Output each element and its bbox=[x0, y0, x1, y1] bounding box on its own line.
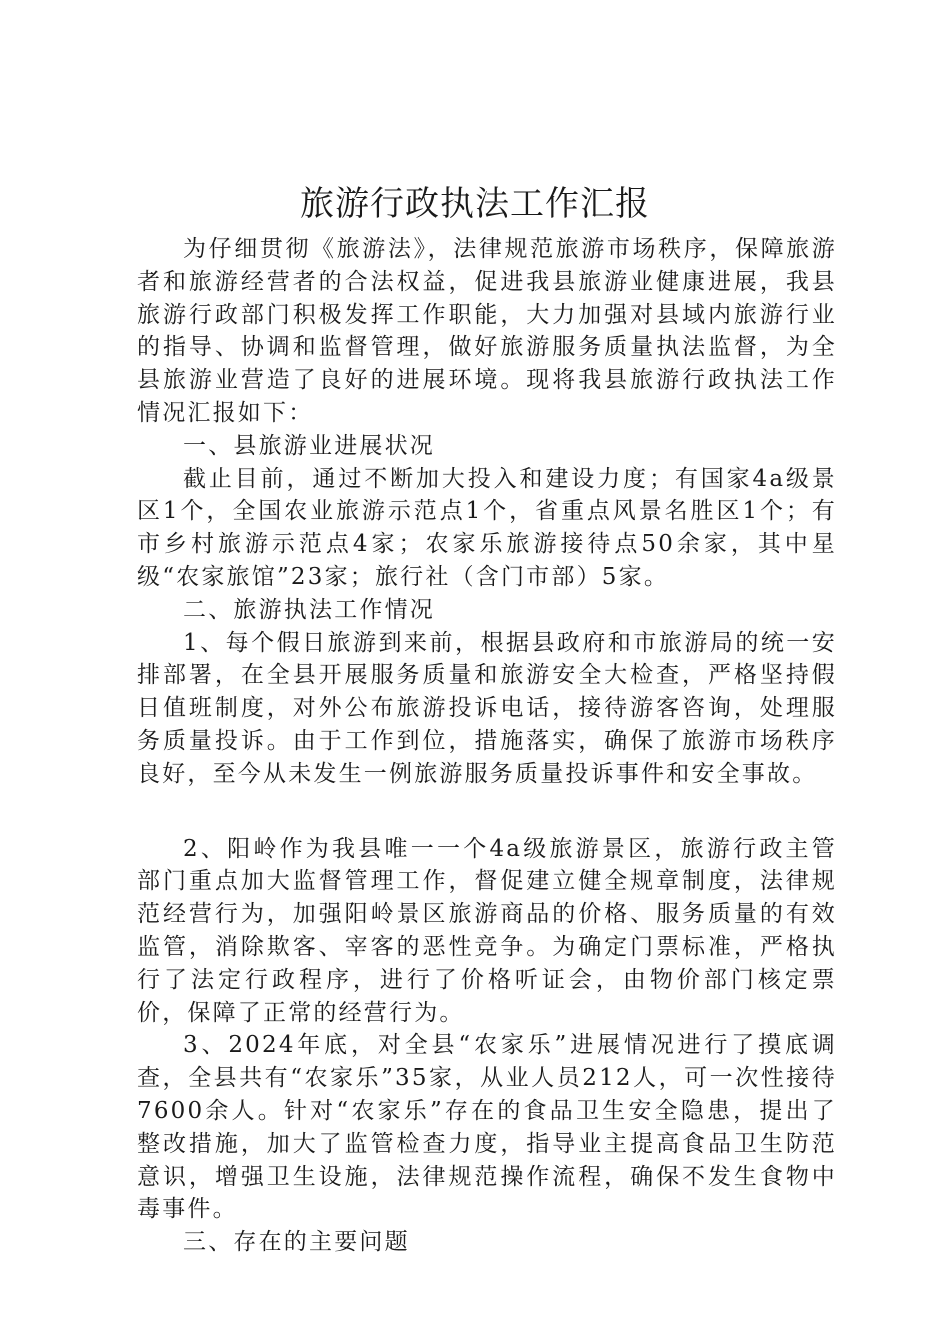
tourism-status-paragraph: 截止目前，通过不断加大投入和建设力度；有国家4a级景区1个，全国农业旅游示范点1个，省重点风景名胜区1个；有市乡村旅游示范点4家；农家乐旅游接待点50余家，其中星级“农家旅馆”23家；旅行社（含门市部）5家。 bbox=[137, 465, 837, 590]
enforcement-item-2: 2、阳岭作为我县唯一一个4a级旅游景区，旅游行政主管部门重点加大监督管理工作，督促建立健全规章制度，法律规范经营行为，加强阳岭景区旅游商品的价格、服务质量的有效监管，消除欺客、宰客的恶性竞争。为确定门票标准，严格执行了法定行政程序，进行了价格听证会，由物价部门核定票价，保障了正常的经营行为。 bbox=[137, 835, 837, 1026]
enforcement-item-1: 1、每个假日旅游到来前，根据县政府和市旅游局的统一安排部署，在全县开展服务质量和旅游安全大检查，严格坚持假日值班制度，对外公布旅游投诉电话，接待游客咨询，处理服务质量投诉。由于工作到位，措施落实，确保了旅游市场秩序良好，至今从未发生一例旅游服务质量投诉事件和安全事故。 bbox=[137, 629, 837, 787]
enforcement-item-3: 3、2024年底，对全县“农家乐”进展情况进行了摸底调查，全县共有“农家乐”35家，从业人员212人，可一次性接待7600余人。针对“农家乐”存在的食品卫生安全隐患，提出了整改措施，加大了监管检查力度，指导业主提高食品卫生防范意识，增强卫生设施，法律规范操作流程，确保不发生食物中毒事件。 bbox=[137, 1032, 837, 1223]
document-title: 旅游行政执法工作汇报 bbox=[300, 184, 650, 224]
section-heading-3: 三、存在的主要问题 bbox=[183, 1229, 410, 1256]
document-body bbox=[137, 233, 837, 1259]
intro-paragraph: 为仔细贯彻《旅游法》，法律规范旅游市场秩序，保障旅游者和旅游经营者的合法权益，促进我县旅游业健康进展，我县旅游行政部门积极发挥工作职能，大力加强对县域内旅游行业的指导、协调和监督管理，做好旅游服务质量执法监督，为全县旅游业营造了良好的进展环境。现将我县旅游行政执法工作情况汇报如下： bbox=[137, 236, 837, 426]
section-heading-2: 二、旅游执法工作情况 bbox=[183, 596, 435, 623]
paragraph-spacer bbox=[137, 791, 837, 833]
section-heading-1: 一、县旅游业进展状况 bbox=[183, 432, 435, 459]
